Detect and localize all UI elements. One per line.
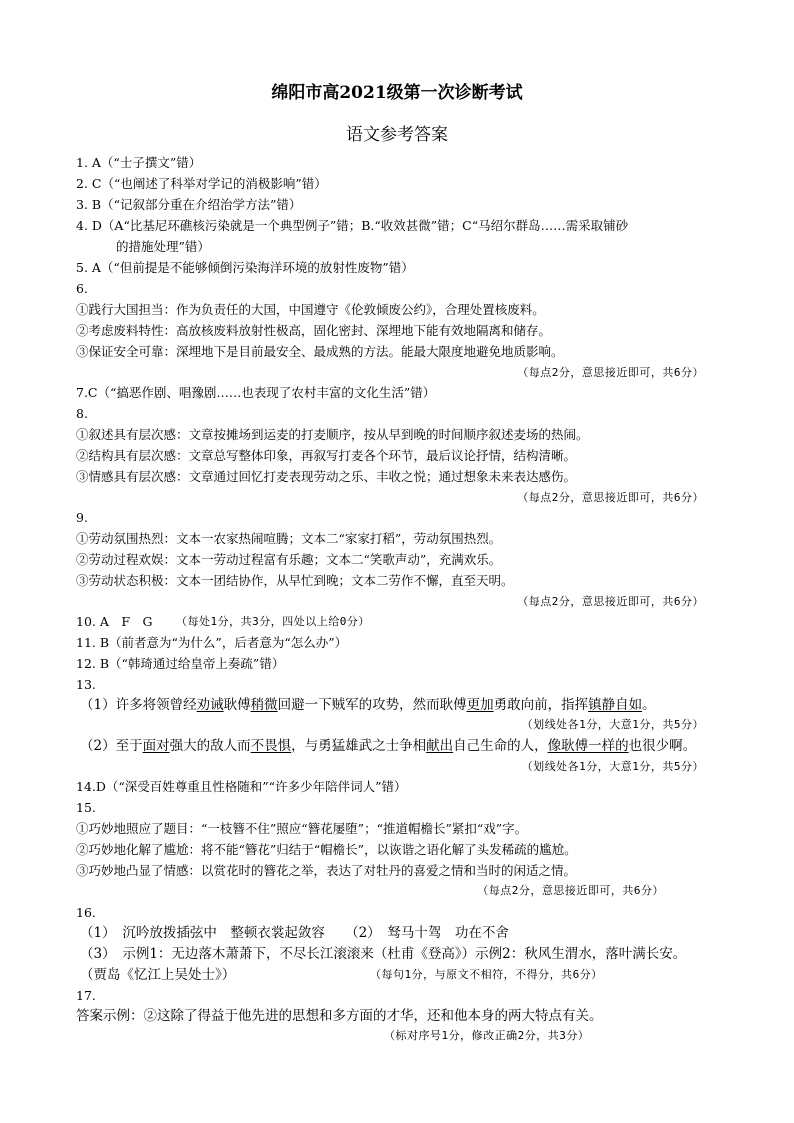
answer-13-1-scoring: （划线处各1分，大意1分，共5分） <box>521 718 704 731</box>
answer-7: 7.C（“搞恶作剧、唱豫剧……也表现了农村丰富的文化生活”错） <box>76 385 436 400</box>
translation1-text: 勇敢向前，指挥 <box>493 697 589 713</box>
question-6-label: 6. <box>76 281 88 296</box>
answer-4-line1: 4. D（A“比基尼环礁核污染就是一个典型例子”错；B.“收效甚微”错；C“马绍尔群岛……需采取铺砂 <box>76 218 629 233</box>
answer-15-point2: ②巧妙地化解了尴尬：将不能“簪花”归结于“帽檐长”，以诙谐之语化解了头发稀疏的尴尬。 <box>76 842 577 857</box>
answer-15-point3: ③巧妙地凸显了情感：以赏花时的簪花之举，表达了对牡丹的喜爱之情和当时的闲适之情。 <box>76 863 577 878</box>
answer-6-point3: ③保证安全可靠：深埋地下是目前最安全、最成熟的方法。能最大限度地避免地质影响。 <box>76 344 564 359</box>
answer-6-scoring: （每点2分，意思接近即可，共6分） <box>517 366 704 379</box>
answer-2: 2. C（“也阐述了科举对学记的消极影响”错） <box>76 176 327 191</box>
question-9-label: 9. <box>76 510 88 525</box>
question-17-label: 17. <box>76 988 96 1003</box>
answer-6-point2: ②考虑废料特性：高放核废料放射性极高，固化密封、深埋地下能有效地隔离和储存。 <box>76 323 552 338</box>
answer-15-point1: ①巧妙地照应了题目：“一枝簪不住”照应“簪花屡堕”；“推道帽檐长”紧扣“戏”字。 <box>76 821 528 836</box>
answer-13-translation1 <box>80 697 656 713</box>
answer-4-line2: 的措施处理”错） <box>116 239 210 254</box>
answer-13-2-scoring: （划线处各1分，大意1分，共5分） <box>521 760 704 773</box>
answer-17-scoring: （标对序号1分，修改正确2分，共3分） <box>384 1029 590 1042</box>
translation2-underline1: 面对 <box>142 738 170 754</box>
translation1-underline2: 稍微 <box>250 697 278 713</box>
answer-15-scoring: （每点2分，意思接近即可，共6分） <box>477 884 664 897</box>
translation2-text: 也很少啊。 <box>628 738 697 754</box>
answer-16-part3: （3） 示例1：无边落木萧萧下，不尽长江滚滚来（杜甫《登高》）示例2：秋风生渭水，落叶满长安。 <box>80 946 687 962</box>
question-13-label: 13. <box>76 677 96 692</box>
answer-12: 12. B（“韩琦通过给皇帝上奏疏”错） <box>76 656 285 671</box>
answer-3: 3. B（“记叙部分重在介绍治学方法”错） <box>76 197 302 212</box>
answer-8-scoring: （每点2分，意思接近即可，共6分） <box>517 491 704 504</box>
translation1-text: 耿傅 <box>223 697 251 713</box>
translation1-text: （1）许多将领曾经 <box>80 697 197 713</box>
question-8-label: 8. <box>76 406 88 421</box>
translation1-underline3: 更加 <box>466 697 494 713</box>
exam-title: 绵阳市高2021级第一次诊断考试 <box>271 83 523 103</box>
translation2-text: （2）至于 <box>80 738 143 754</box>
answer-14: 14.D（“深受百姓尊重且性格随和”“许多少年陪伴词人”错） <box>76 779 407 794</box>
answer-9-point1: ①劳动氛围热烈：文本一农家热闹喧腾；文本二“家家打稻”，劳动氛围热烈。 <box>76 531 502 546</box>
translation1-text: 回避一下贼军的攻势，然而耿傅 <box>277 697 467 713</box>
translation2-text: 自己生命的人， <box>453 738 548 754</box>
answer-16-part3-source: （贾岛《忆江上吴处士》） <box>80 967 236 983</box>
question-16-label: 16. <box>76 905 96 920</box>
translation1-underline4: 镇静自如 <box>588 697 643 713</box>
answer-13-translation2 <box>80 738 696 754</box>
translation2-underline3: 献出 <box>426 738 454 754</box>
translation1-text: 。 <box>642 697 656 713</box>
translation2-underline2: 不畏惧 <box>250 738 292 754</box>
question-15-label: 15. <box>76 800 96 815</box>
answer-8-point1: ①叙述具有层次感：文章按摊场到运麦的打麦顺序，按从早到晚的时间顺序叙述麦场的热闹。 <box>76 427 589 442</box>
answer-1: 1. A（“士子撰文”错） <box>76 155 202 170</box>
answer-8-point3: ③情感具有层次感：文章通过回忆打麦表现劳动之乐、丰收之悦；通过想象未来表达感伤。 <box>76 469 577 484</box>
answer-8-point2: ②结构具有层次感：文章总写整体印象，再叙写打麦各个环节，最后议论抒情，结构清晰。 <box>76 448 577 463</box>
answer-16-part1-2: （1） 沉吟放拨插弦中 整顿衣裳起敛容 （2） 驽马十驾 功在不舍 <box>80 925 509 941</box>
answer-6-point1: ①践行大国担当：作为负责任的大国，中国遵守《伦敦倾废公约》，合理处置核废料。 <box>76 302 545 317</box>
translation2-text: 强大的敌人而 <box>169 738 251 754</box>
translation2-underline4: 像耿傅一样的 <box>547 738 629 754</box>
translation2-text: ，与勇猛雄武之士争相 <box>291 738 427 754</box>
answer-9-point3: ③劳动状态积极：文本一团结协作，从早忙到晚；文本二劳作不懈，直至天明。 <box>76 573 514 588</box>
answer-subtitle: 语文参考答案 <box>346 125 448 145</box>
answer-10-scoring: （每处1分，共3分，四处以上给0分） <box>176 615 370 628</box>
answer-10: 10. A F G <box>76 614 153 629</box>
translation1-underline1: 劝诫 <box>196 697 224 713</box>
answer-5: 5. A（“但前提是不能够倾倒污染海洋环境的放射性废物”错） <box>76 260 414 275</box>
answer-11: 11. B（前者意为“为什么”，后者意为“怎么办”） <box>76 635 348 650</box>
answer-17-example: 答案示例：②这除了得益于他先进的思想和多方面的才华，还和他本身的两大特点有关。 <box>76 1008 603 1024</box>
answer-9-point2: ②劳动过程欢娱：文本一劳动过程富有乐趣；文本二“笑歌声动”，充满欢乐。 <box>76 552 502 567</box>
answer-16-scoring: （每句1分，与原文不相符，不得分，共6分） <box>370 968 603 981</box>
answer-9-scoring: （每点2分，意思接近即可，共6分） <box>517 595 704 608</box>
